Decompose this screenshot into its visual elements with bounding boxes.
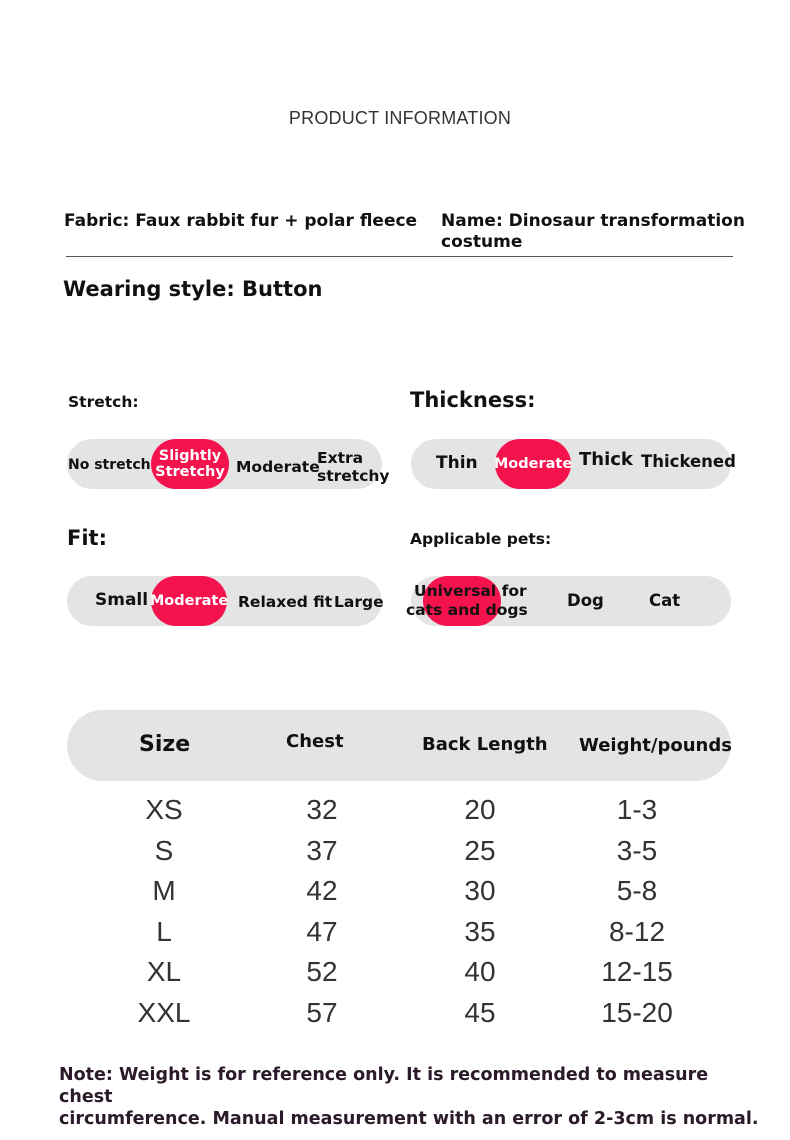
table-row bbox=[0, 835, 790, 875]
cell-weight: 15-20 bbox=[601, 997, 673, 1028]
cell-size: XS bbox=[145, 794, 183, 825]
pets-scale bbox=[406, 576, 731, 626]
cell-back-length: 30 bbox=[464, 875, 496, 906]
table-row bbox=[0, 916, 790, 956]
header-chest: Chest bbox=[286, 731, 344, 752]
header-size: Size bbox=[139, 732, 191, 757]
stretch-option-moderate: Moderate bbox=[236, 458, 320, 476]
cell-chest: 47 bbox=[306, 916, 338, 947]
cell-weight: 12-15 bbox=[601, 956, 673, 987]
footnote-line-1: Note: Weight is for reference only. It is recommended to measure chest bbox=[59, 1065, 709, 1107]
name-info bbox=[441, 211, 771, 253]
fit-scale bbox=[67, 576, 382, 626]
pets-option-universal-line-1: Universal for bbox=[414, 582, 527, 600]
footnote bbox=[59, 1064, 759, 1130]
cell-chest: 52 bbox=[306, 956, 338, 987]
table-row bbox=[0, 794, 790, 834]
pets-option-dog: Dog bbox=[567, 591, 604, 610]
cell-chest: 32 bbox=[306, 794, 338, 825]
stretch-option-no-stretch: No stretch bbox=[68, 457, 151, 473]
footnote-line-2: circumference. Manual measurement with an error of 2-3cm is normal. bbox=[59, 1109, 759, 1129]
stretch-title: Stretch: bbox=[68, 393, 139, 411]
thickness-scale bbox=[411, 439, 736, 489]
cell-size: L bbox=[156, 916, 172, 947]
fabric-info: Fabric: Faux rabbit fur + polar fleece bbox=[64, 211, 418, 231]
thickness-option-thickened: Thickened bbox=[641, 452, 736, 471]
size-table-body bbox=[0, 794, 790, 1044]
cell-chest: 57 bbox=[306, 997, 338, 1028]
stretch-scale bbox=[67, 439, 390, 489]
cell-weight: 1-3 bbox=[616, 794, 658, 825]
cell-back-length: 35 bbox=[464, 916, 496, 947]
size-table-header bbox=[67, 710, 731, 781]
name-line-2: costume bbox=[441, 232, 523, 252]
cell-size: XXL bbox=[137, 997, 191, 1028]
cell-chest: 42 bbox=[306, 875, 338, 906]
stretch-selected-line-1: Slightly bbox=[158, 448, 222, 464]
cell-back-length: 25 bbox=[464, 835, 496, 866]
fit-option-selected: Moderate bbox=[151, 576, 227, 626]
header-weight: Weight/pounds bbox=[579, 735, 732, 756]
fit-option-relaxed: Relaxed fit bbox=[238, 593, 333, 611]
pets-option-cat: Cat bbox=[649, 591, 681, 610]
cell-back-length: 20 bbox=[464, 794, 496, 825]
table-row bbox=[0, 875, 790, 915]
wearing-style: Wearing style: Button bbox=[63, 277, 323, 301]
stretch-selected-line-2: Stretchy bbox=[155, 464, 225, 480]
thickness-option-thick: Thick bbox=[579, 449, 633, 470]
name-line-1: Name: Dinosaur transformation bbox=[441, 211, 745, 231]
header-back-length: Back Length bbox=[422, 734, 548, 755]
thickness-option-selected: Moderate bbox=[495, 439, 571, 489]
stretch-option-extra-line-2: stretchy bbox=[317, 467, 390, 485]
fit-option-large: Large bbox=[334, 593, 384, 611]
page-title: PRODUCT INFORMATION bbox=[288, 108, 512, 128]
cell-weight: 5-8 bbox=[616, 875, 658, 906]
thickness-title: Thickness: bbox=[410, 388, 536, 412]
cell-weight: 3-5 bbox=[616, 835, 658, 866]
cell-weight: 8-12 bbox=[608, 916, 666, 947]
stretch-option-selected bbox=[151, 439, 229, 489]
cell-size: M bbox=[152, 875, 176, 906]
fit-option-small: Small bbox=[95, 590, 149, 610]
cell-back-length: 45 bbox=[464, 997, 496, 1028]
divider bbox=[66, 256, 733, 257]
thickness-option-thin: Thin bbox=[436, 453, 478, 473]
table-row bbox=[0, 997, 790, 1037]
cell-back-length: 40 bbox=[464, 956, 496, 987]
cell-size: XL bbox=[146, 956, 182, 987]
pets-title: Applicable pets: bbox=[410, 530, 552, 548]
stretch-option-extra-line-1: Extra bbox=[317, 449, 364, 467]
fit-title: Fit: bbox=[67, 526, 107, 550]
pets-option-universal-line-2: cats and dogs bbox=[406, 601, 528, 619]
table-row bbox=[0, 956, 790, 996]
cell-chest: 37 bbox=[306, 835, 338, 866]
cell-size: S bbox=[154, 835, 174, 866]
